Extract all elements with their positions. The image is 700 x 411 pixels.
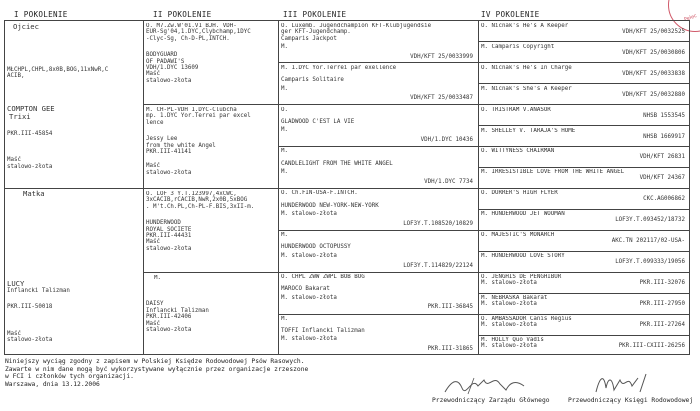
gen3-title-2: ger KFT-Jugendchamp.	[281, 29, 351, 36]
gen2-line: 3xCACIB,rCACIB,NwR,2x0B,5xBOG	[146, 197, 248, 204]
gen2-cell	[146, 191, 277, 271]
gen4-name: M. HUNDERWOOD JET WOOMAN	[481, 211, 565, 218]
gen4-cell	[481, 107, 688, 125]
gen2-line: O. M7.Zw.W'01.V1 BJH. VDH-	[146, 23, 237, 29]
gen3-title: M.	[281, 148, 288, 155]
gen3-prefix: M.	[281, 85, 288, 92]
header-gen3: III POKOLENIE	[283, 10, 347, 19]
signature-1	[440, 372, 530, 398]
dam-name-2: Inflancki Talizman	[7, 288, 70, 294]
gen3-title: O. CHPL ZWW ZWPL BOB BOG	[281, 273, 365, 280]
gen4-reg: VDH/KFT 26831	[639, 154, 685, 161]
gen3-title: M.	[281, 232, 288, 238]
gen4-cell	[481, 316, 688, 334]
gen4-name: M. HOLLY Quo Vadis	[481, 336, 544, 343]
gen2-color-label: Maść	[146, 71, 160, 78]
gen2-line: mp. 1.DYC Yor.Terrei par excel	[146, 113, 251, 120]
gen4-reg: NHSB 1553545	[643, 112, 685, 119]
sire-name-2: Trixi	[9, 111, 31, 121]
gen2-name: OF PADAWI'S	[146, 58, 185, 65]
gen2-reg: PKR.III-41141	[146, 149, 192, 156]
gen2-reg: PKR.III-44431	[146, 233, 192, 240]
gen2-color-label: Maść	[146, 239, 160, 246]
gen3-title: O.	[281, 106, 288, 113]
gen3-cell	[281, 23, 476, 62]
gen3-title: O. Ch.FIN-USA-F.INTCH.	[281, 190, 358, 197]
gen3-cell	[281, 316, 476, 355]
gen3-name: HUNDERWOOD NEW-YORK-NEW-YORK	[281, 202, 379, 209]
gen3-name: TOFFI Inflancki Talizman	[281, 328, 365, 334]
gen2-line: lence	[146, 119, 164, 126]
gen4-cell	[481, 337, 688, 355]
gen2-color: stalowo-złota	[146, 245, 192, 252]
footer-date: Warszawa, dnia 13.12.2006	[5, 380, 100, 388]
gen3-name: Camparis Solitaire	[281, 77, 344, 84]
signature-label-2: Przewodniczący Księgi Rodowodowej	[568, 397, 694, 404]
signature-label-1: Przewodniczący Zarządu Głównego	[432, 397, 550, 404]
gen2-line: -Clyc-Sg, Ch-D-PL,INTCH.	[146, 35, 230, 42]
gen3-reg: VDH/KFT 25/0033999	[410, 53, 473, 60]
gen3-prefix: M. stalowo-złota	[281, 211, 337, 217]
gen4-name: O. DURRER'S HIGH FLYER	[481, 190, 558, 197]
gen4-extra: M. stalowo-złota	[481, 322, 537, 328]
header-gen2: II POKOLENIE	[153, 10, 212, 19]
gen4-reg: NHSB 1669917	[643, 133, 685, 140]
gen2-name: BODYGUARD	[146, 52, 178, 59]
gen4-cell	[481, 148, 688, 166]
gen4-extra: M. stalowo-złota	[481, 280, 537, 287]
gen2-line: . M't.Ch.PL,Ch-PL-F.BIS,3xII-m.	[146, 203, 255, 210]
gen2-line: O. LOF 3 Y.T.123997,4xCWC,	[146, 191, 237, 197]
gen2-line: EUR-Sg'04,1.DYC,Clybchamp,1DYC	[146, 29, 251, 36]
footer-line-1: Niniejszy wyciąg zgodny z zapisem w Polskiej Księdze Rodowodowej Psów Rasowych.	[5, 358, 305, 365]
gen4-name: O. MAJESTIC'S MONARCH	[481, 232, 555, 238]
gen3-reg: VDH/1.DYC 10436	[420, 137, 473, 144]
dam-label: Matka	[23, 190, 45, 198]
gen2-reg: VDH/1.DYC 13609	[146, 65, 199, 72]
gen4-reg: PKR.III-32076	[639, 279, 685, 286]
dam-name: LUCY	[7, 279, 25, 288]
gen3-prefix: M.	[281, 44, 288, 51]
gen1-sire	[7, 23, 142, 187]
gen3-cell	[281, 65, 476, 104]
sire-reg: PKR.III-45854	[7, 130, 53, 137]
gen4-reg: VDH/KFT 25/0033838	[622, 70, 685, 77]
gen3-cell	[281, 107, 476, 146]
gen4-name: M. HUNDERWOOD LOVE STORY	[481, 252, 565, 259]
dam-color-label: Maść	[7, 330, 21, 337]
gen4-reg: VDH/KFT 25/0032880	[622, 91, 685, 98]
sire-name: COMPTON GEE	[7, 103, 55, 113]
gen2-color: stalowo-złota	[146, 327, 192, 334]
gen4-cell	[481, 295, 688, 313]
gen2-name: HUNDERWOOD	[146, 220, 181, 227]
gen3-reg: PKR.III-36845	[427, 304, 473, 311]
header-gen4: IV POKOLENIE	[481, 10, 540, 19]
pedigree-table	[4, 20, 690, 355]
gen3-cell	[281, 232, 476, 271]
gen3-name: CANDLELIGHT FROM THE WHITE ANGEL	[281, 160, 393, 167]
gen3-prefix: M. stalowo-złota	[281, 336, 337, 343]
gen2-name: Inflancki Talizman	[146, 307, 209, 314]
gen4-reg: PKR.III-27264	[639, 321, 685, 328]
gen2-cell	[146, 23, 277, 103]
gen4-name: M. Camparis Copyright	[481, 43, 555, 50]
gen3-reg: PKR.III-31865	[427, 346, 473, 353]
gen4-cell	[481, 274, 688, 292]
gen4-cell	[481, 253, 688, 271]
gen4-cell	[481, 211, 688, 229]
gen4-name: O. Nicnak's He's A Keeper	[481, 23, 569, 29]
gen3-cell	[281, 148, 476, 187]
gen4-cell	[481, 44, 688, 62]
gen4-cell	[481, 190, 688, 208]
gen4-cell	[481, 86, 688, 104]
gen4-reg: AKC.TN 202117/02-USA-	[611, 238, 685, 244]
gen3-name: GLADWOOD C'EST LA VIE	[281, 119, 355, 125]
gen4-name: M. IRRESISTIBLE LOVE FROM THE WHITE ANGEL	[481, 169, 625, 176]
gen2-name: ROYAL SOCIETE	[146, 226, 192, 233]
stamp-seal-text: Pelec	[683, 12, 698, 24]
gen2-color: stalowo-złota	[146, 77, 192, 84]
footer-line-2: Zawarte w nim dane mogą być wykorzystywane wyłącznie przez organizacje zrzeszone	[5, 365, 309, 373]
gen4-cell	[481, 232, 688, 250]
gen4-extra: M. stalowo-złota	[481, 342, 537, 349]
sire-label: Ojciec	[13, 23, 39, 31]
gen4-reg: LOF3Y.T.093452/18732	[615, 217, 685, 224]
sire-color-label: Maść	[7, 157, 21, 164]
gen2-line: M. CH-PL-VDH 1.DYC-Clubcha	[146, 107, 237, 113]
gen2-name: Jessy Lee	[146, 136, 178, 143]
gen4-name: O. TRISTRAM V.ANASOR	[481, 106, 551, 113]
gen3-reg: LOF3Y.T.108520/10829	[403, 220, 473, 227]
sire-color: stalowo-złota	[7, 163, 53, 170]
gen4-cell	[481, 23, 688, 41]
gen4-reg: VDH/KFT 24367	[639, 175, 685, 182]
gen3-reg: VDH/1.DYC 7734	[424, 178, 473, 185]
gen2-reg: PKR.III-42406	[146, 314, 192, 321]
gen4-cell	[481, 128, 688, 146]
gen4-name: O. Nicnak's He's In Charge	[481, 64, 572, 71]
signature-2	[590, 370, 660, 398]
footer-note	[5, 358, 308, 388]
gen4-name: M. SHELLEY V. TARAJA'S HOME	[481, 127, 576, 134]
gen3-cell	[281, 190, 476, 229]
gen4-reg: VDH/KFT 25/0030806	[622, 49, 685, 56]
dam-reg: PKR.III-50018	[7, 304, 53, 311]
gen2-name: DAISY	[146, 301, 164, 308]
gen4-reg: LOF3Y.T.099333/19056	[615, 258, 685, 265]
gen3-prefix: M. stalowo-złota	[281, 252, 337, 259]
gen3-prefix: M.	[281, 127, 288, 134]
gen4-name: O. JENGHIS DE PENGHIBUR	[481, 273, 562, 280]
header-gen1: I POKOLENIE	[14, 10, 68, 19]
gen2-color-label: Maść	[146, 163, 160, 170]
gen3-name: HUNDERWOOD OCTOPUSSY	[281, 244, 351, 251]
gen2-color-label: Maść	[146, 320, 160, 327]
gen4-reg: CKC.AG006862	[643, 196, 685, 203]
gen3-prefix: M. stalowo-złota	[281, 294, 337, 301]
gen4-reg: PKR.III-27950	[639, 300, 685, 307]
gen2-cell	[146, 107, 277, 187]
gen3-title: O. Luxemb. Jugendchampion KFT-Klubjugendsie	[281, 23, 432, 29]
gen3-prefix: M.	[281, 169, 288, 176]
gen4-name: M. NEBRASKA Bakarat	[481, 294, 548, 301]
gen4-reg: PKR.III-CXIII-26256	[618, 342, 685, 349]
gen2-name: from the white Angel	[146, 142, 216, 149]
dam-color: stalowo-złota	[7, 337, 53, 344]
gen3-title: M. 1.DYC Yor.Terrei par exellence	[281, 64, 397, 71]
gen2-cell	[146, 275, 277, 355]
gen3-reg: LOF3Y.T.114829/22124	[403, 262, 473, 269]
gen3-title: M.	[281, 315, 288, 322]
gen4-reg: VDH/KFT 25/0032525	[622, 29, 685, 35]
footer-line-3: w FCI i członków tych organizacji.	[5, 373, 134, 381]
gen4-extra: M. stalowo-złota	[481, 301, 537, 308]
gen4-cell	[481, 65, 688, 83]
gen3-cell	[281, 274, 476, 313]
gen2-line: M.	[154, 275, 161, 281]
gen4-name: O. AMBASSADOR Canis Regius	[481, 315, 572, 322]
sire-titles: MŁCHPL,CHPL,8x0B,BOG,11xNwR,C	[7, 67, 109, 73]
gen3-name: Camparis Jackpot	[281, 35, 337, 42]
gen3-name: MAROCO Bakarat	[281, 286, 330, 293]
gen4-name: M. Nicnak's She's A Keeper	[481, 85, 572, 92]
gen1-dam	[7, 190, 142, 354]
sire-titles-2: ACIB,	[7, 73, 25, 80]
gen4-name: O. WITTYNESS CHAIRMAN	[481, 148, 555, 155]
gen3-reg: VDH/KFT 25/0033487	[410, 95, 473, 102]
gen4-cell	[481, 169, 688, 187]
gen2-color: stalowo-złota	[146, 169, 192, 176]
